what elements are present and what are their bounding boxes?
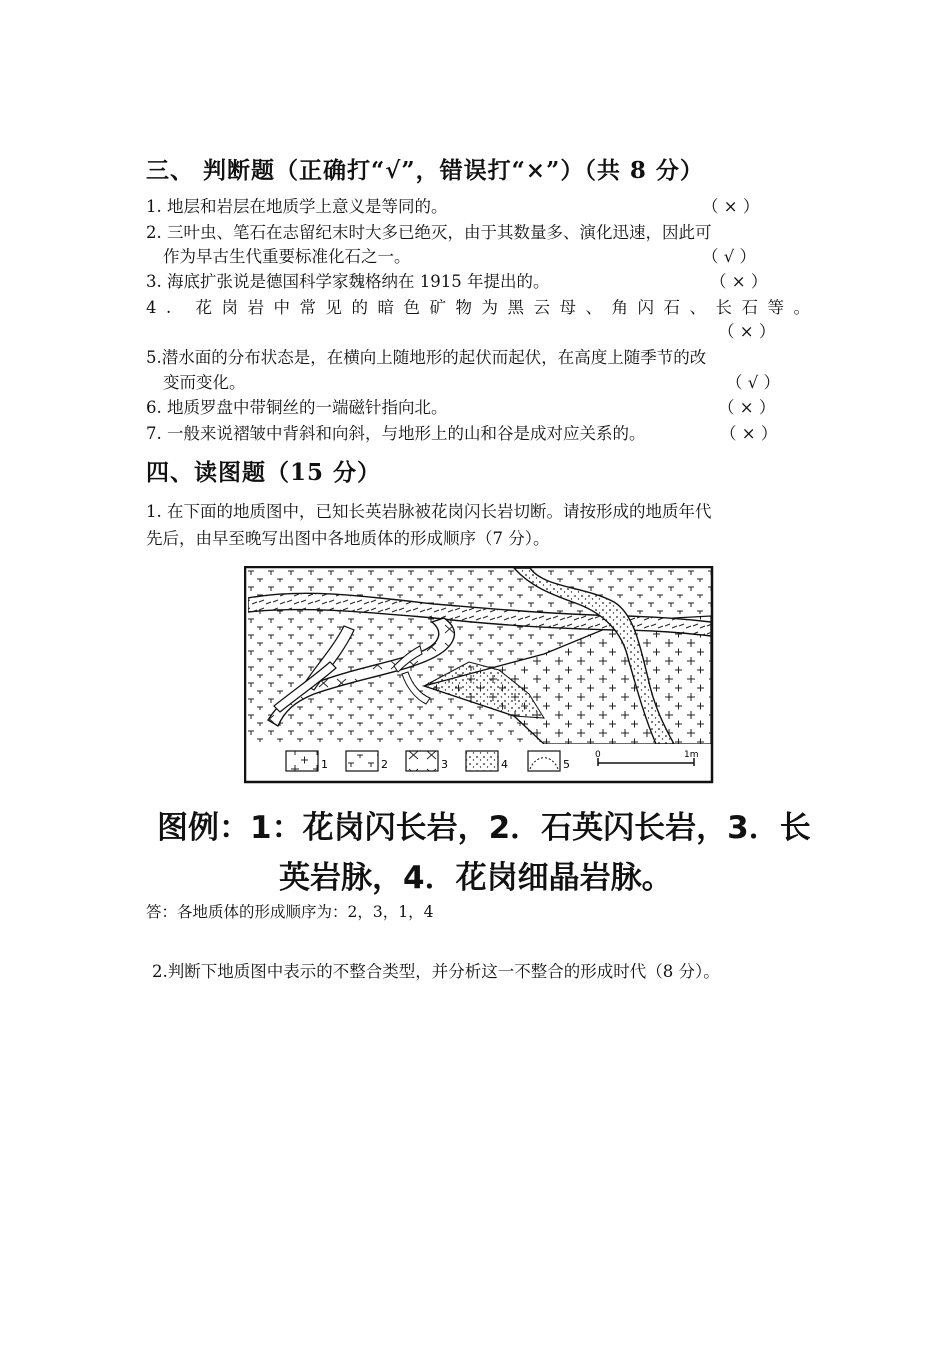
question-1: 1. 地层和岩层在地质学上意义是等同的。 <box>146 197 448 216</box>
question-2-line-2: 作为早古生代重要标准化石之一。 <box>163 247 411 266</box>
section-4-title: 四、读图题（15 分） <box>146 459 382 486</box>
question-6: 6. 地质罗盘中带铜丝的一端磁针指向北。 <box>146 398 448 417</box>
section-3-title: 三、 判断题（正确打“√”，错误打“×”）（共 8 分） <box>146 157 704 184</box>
answer-3: （ × ） <box>710 272 768 291</box>
legend-number-4: 4 <box>501 758 508 771</box>
legend-number-1: 1 <box>321 758 328 771</box>
answer-2: （ √ ） <box>702 247 757 266</box>
question-3: 3. 海底扩张说是德国科学家魏格纳在 1915 年提出的。 <box>146 272 550 291</box>
question-2-line-1: 2. 三叶虫、笔石在志留纪末时大多已绝灭，由于其数量多、演化迅速，因此可 <box>146 223 712 242</box>
question-7: 7. 一般来说褶皱中背斜和向斜，与地形上的山和谷是成对应关系的。 <box>146 424 646 443</box>
legend-caption-line-1: 图例：1：花岗闪长岩，2．石英闪长岩，3．长 <box>157 810 811 846</box>
section-4-q1-line-1: 1. 在下面的地质图中，已知长英岩脉被花岗闪长岩切断。请按形成的地质年代 <box>146 502 712 521</box>
scale-unit-label: 1m <box>684 750 699 760</box>
legend-number-2: 2 <box>381 758 388 771</box>
question-4: 4. 花岗岩中常见的暗色矿物为黑云母、角闪石、长石等。 <box>146 298 820 317</box>
question-5-line-1: 5.潜水面的分布状态是，在横向上随地形的起伏而起伏，在高度上随季节的改 <box>146 348 707 367</box>
geological-map-figure <box>244 566 714 784</box>
answer-4: （ × ） <box>718 322 776 341</box>
question-5-line-2: 变而变化。 <box>163 373 246 392</box>
legend-number-5: 5 <box>563 758 570 771</box>
answer-5: （ √ ） <box>726 373 781 392</box>
legend-number-3: 3 <box>441 758 448 771</box>
answer-1: （ × ） <box>702 197 760 216</box>
answer-7: （ × ） <box>720 424 778 443</box>
answer-6: （ × ） <box>718 398 776 417</box>
section-4-q2: 2.判断下地质图中表示的不整合类型，并分析这一不整合的形成时代（8 分）。 <box>152 962 720 981</box>
answer-line: 答：各地质体的形成顺序为：2，3，1，4 <box>146 903 434 921</box>
scale-zero-label: 0 <box>595 750 601 760</box>
legend-caption-line-2: 英岩脉，4．花岗细晶岩脉。 <box>279 860 673 896</box>
section-4-q1-line-2: 先后，由早至晚写出图中各地质体的形成顺序（7 分）。 <box>146 529 550 548</box>
